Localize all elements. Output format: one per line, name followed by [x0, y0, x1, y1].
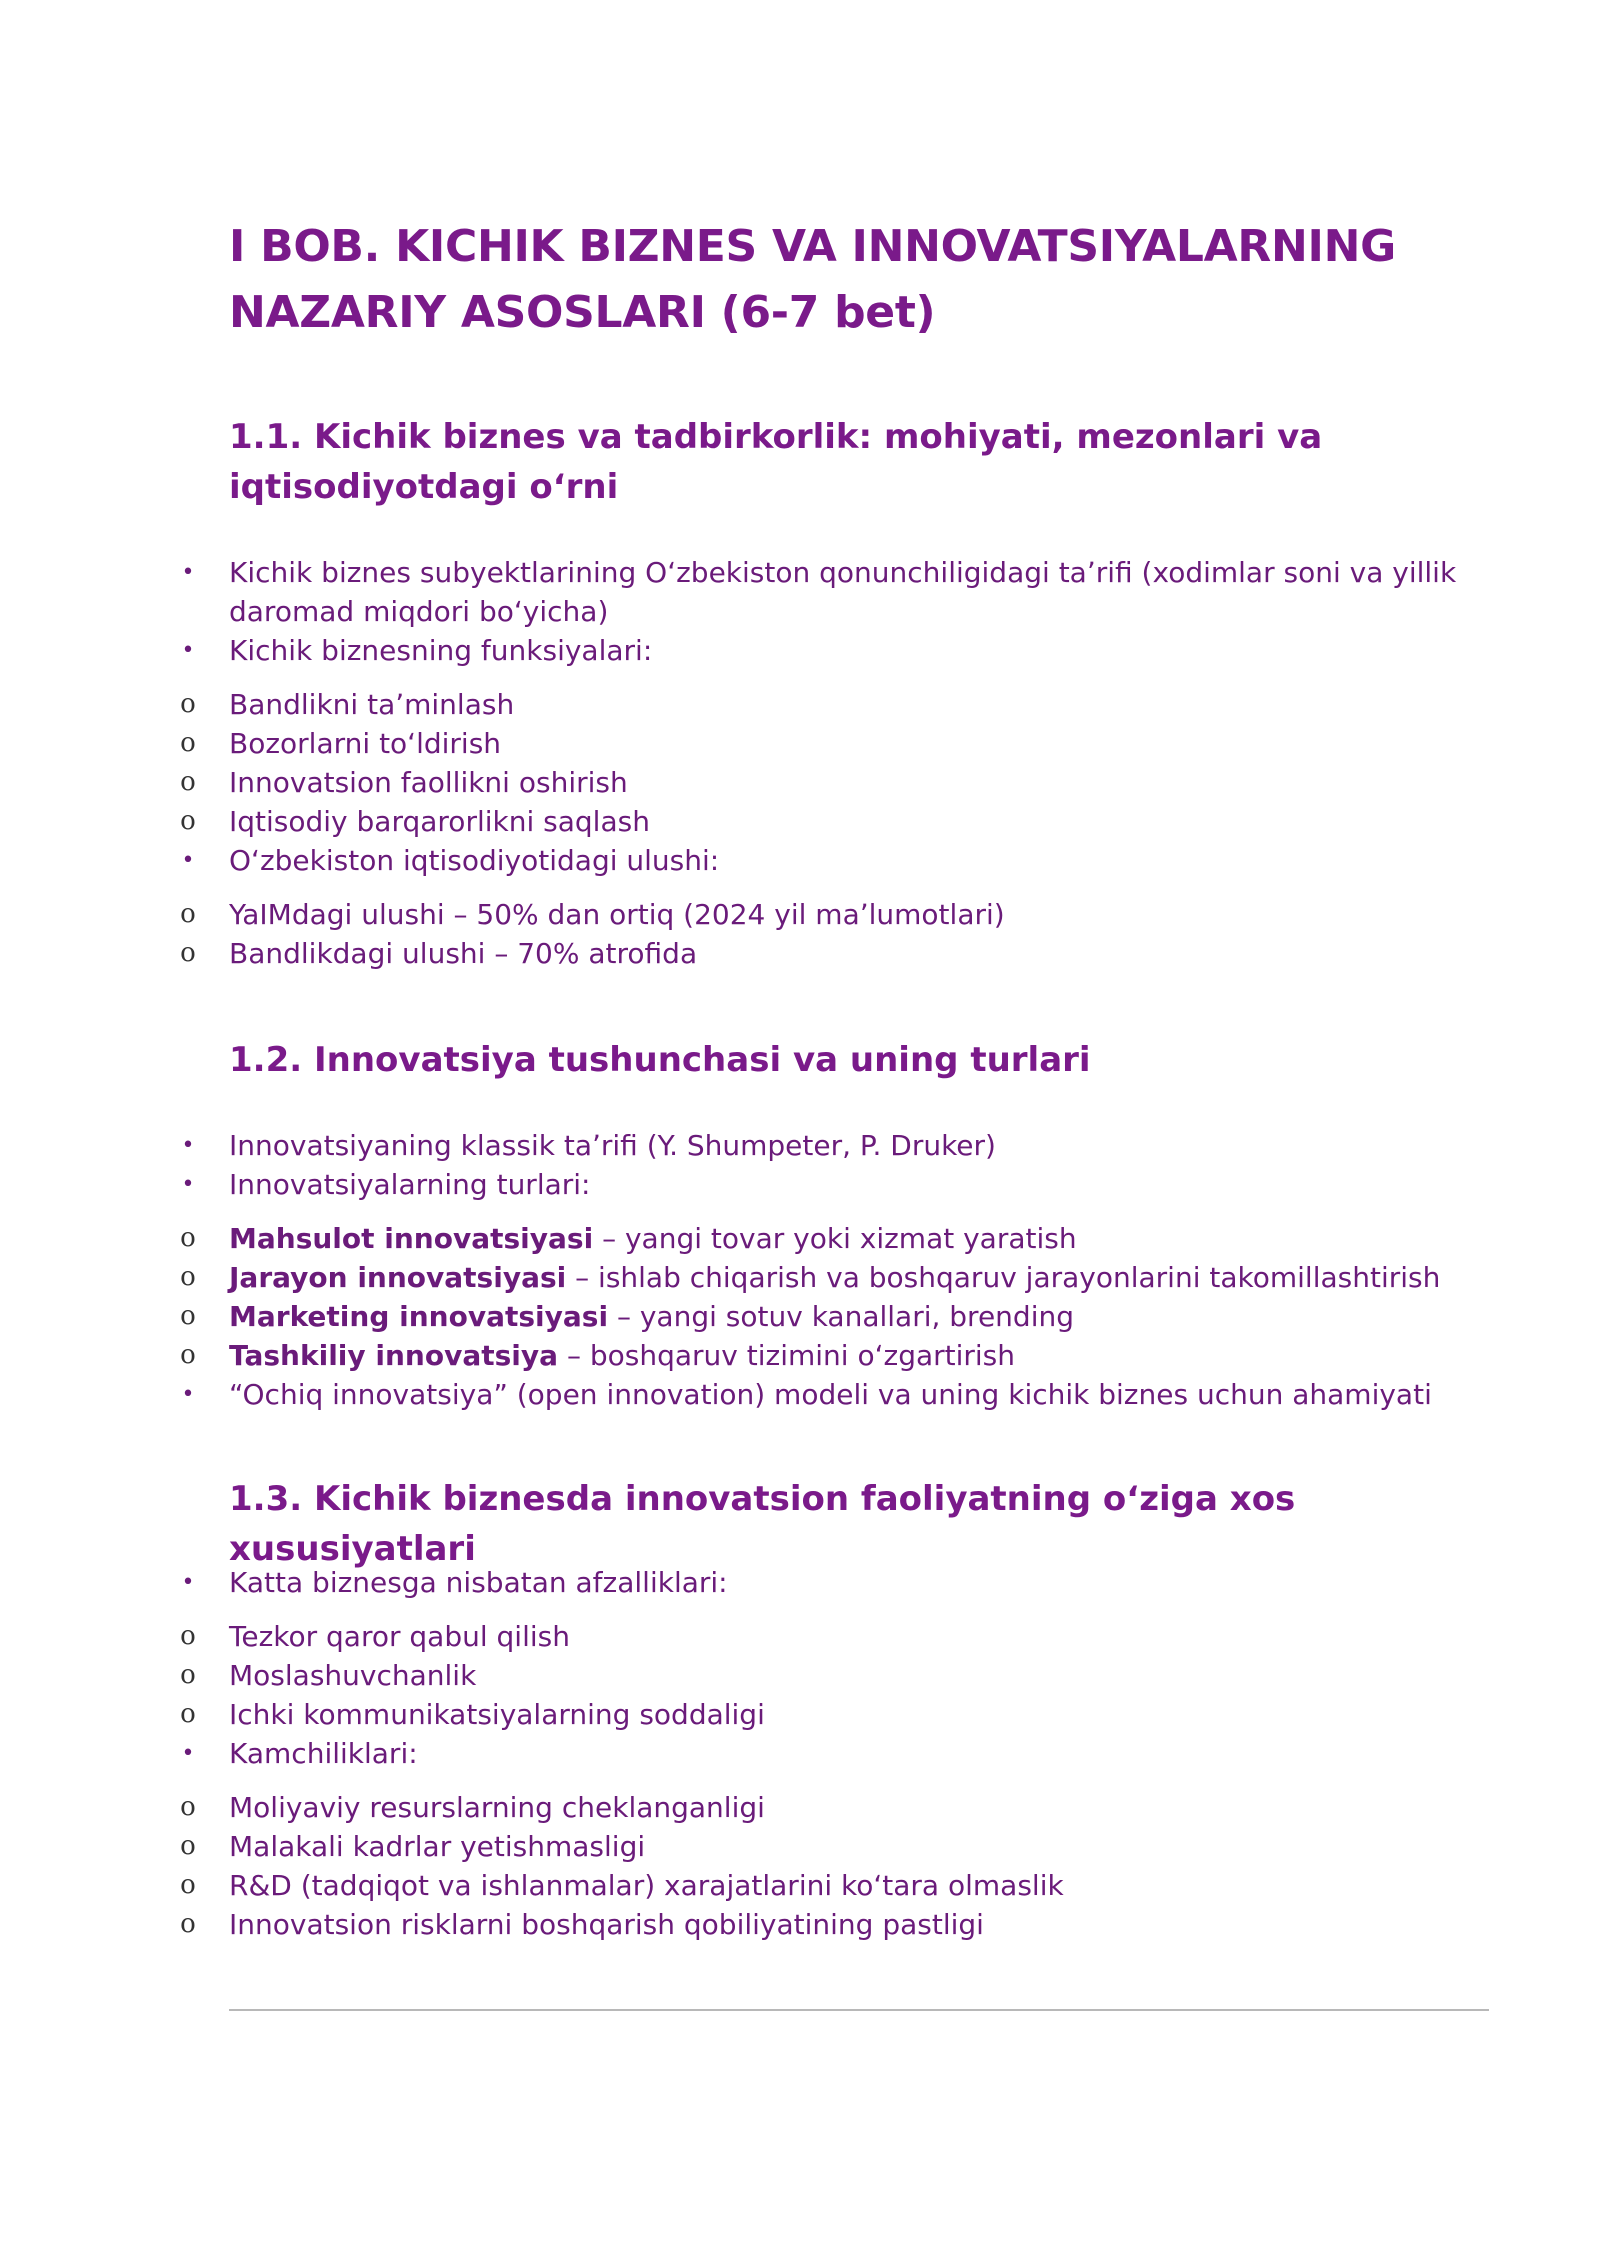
circle-marker: o — [180, 1340, 196, 1370]
bullet-marker: • — [181, 1570, 195, 1595]
list-item-text: Bozorlarni toʻldirish — [229, 727, 502, 760]
circle-marker: o — [180, 689, 196, 719]
innovation-type-desc: – boshqaruv tizimini oʻzgartirish — [558, 1339, 1016, 1372]
list-item-text: Moliyaviy resurslarning cheklanganligi — [229, 1791, 765, 1824]
list-item-text: YaIMdagi ulushi – 50% dan ortiq (2024 yil maʼlumotlari) — [229, 898, 1005, 931]
sub-list-item — [0, 1695, 1600, 1734]
list-item-text: Kichik biznesning funksiyalari: — [229, 634, 653, 667]
sub-list-item — [0, 685, 1600, 724]
innovation-type-desc: – ishlab chiqarish va boshqaruv jarayonlarini takomillashtirish — [566, 1261, 1441, 1294]
circle-marker: o — [180, 899, 196, 929]
circle-marker: o — [180, 806, 196, 836]
sub-list-item — [0, 1617, 1600, 1656]
sub-list-item — [0, 1656, 1600, 1695]
chapter-title-line-1: I BOB. KICHIK BIZNES VA INNOVATSIYALARNING — [229, 221, 1396, 272]
bullet-marker: • — [181, 638, 195, 663]
list-item-text: Kamchiliklari: — [229, 1737, 418, 1770]
innovation-type-desc: – yangi tovar yoki xizmat yaratish — [593, 1222, 1077, 1255]
circle-marker: o — [180, 1621, 196, 1651]
circle-marker: o — [180, 1660, 196, 1690]
circle-marker: o — [180, 1699, 196, 1729]
sub-list-item — [0, 895, 1600, 934]
circle-marker: o — [180, 728, 196, 758]
list-item-text: Tezkor qaror qabul qilish — [229, 1620, 570, 1653]
bullet-marker: • — [181, 1172, 195, 1197]
circle-marker: o — [180, 1831, 196, 1861]
chapter-title-line-2: NAZARIY ASOSLARI (6-7 bet) — [229, 287, 936, 338]
sub-list-item — [0, 1297, 1600, 1336]
list-item-text: R&D (tadqiqot va ishlanmalar) xarajatlarini koʻtara olmaslik — [229, 1869, 1064, 1902]
list-item-text: Innovatsiyalarning turlari: — [229, 1168, 591, 1201]
bullet-marker: • — [181, 1382, 195, 1407]
circle-marker: o — [180, 1909, 196, 1939]
list-item — [0, 1375, 1600, 1414]
section-1-1-heading-line-2: iqtisodiyotdagi oʻrni — [229, 467, 619, 507]
list-item-text: Iqtisodiy barqarorlikni saqlash — [229, 805, 650, 838]
list-item — [0, 841, 1600, 880]
section-1-1-heading — [229, 412, 1529, 512]
sub-list-item — [0, 1866, 1600, 1905]
section-1-3-heading: 1.3. Kichik biznesda innovatsion faoliyatning oʻziga xos xususiyatlari — [229, 1479, 1296, 1569]
list-item-text: “Ochiq innovatsiya” (open innovation) modeli va uning kichik biznes uchun ahamiyati — [229, 1378, 1432, 1411]
sub-list-item — [0, 1336, 1600, 1375]
sub-list-item — [0, 724, 1600, 763]
circle-marker: o — [180, 1870, 196, 1900]
section-1-3-list — [0, 1563, 1600, 1944]
list-item — [0, 1126, 1600, 1165]
chapter-title — [229, 214, 1529, 346]
sub-list-item — [0, 763, 1600, 802]
list-item-text: Moslashuvchanlik — [229, 1659, 477, 1692]
sub-list-item — [0, 1788, 1600, 1827]
section-1-2-heading: 1.2. Innovatsiya tushunchasi va uning turlari — [229, 1040, 1091, 1080]
innovation-type-term: Jarayon innovatsiyasi — [229, 1261, 567, 1294]
bullet-marker: • — [181, 848, 195, 873]
list-item — [0, 1734, 1600, 1773]
sub-list-item — [0, 802, 1600, 841]
list-item — [0, 631, 1600, 670]
section-1-2-list — [0, 1126, 1600, 1414]
circle-marker: o — [180, 1223, 196, 1253]
circle-marker: o — [180, 767, 196, 797]
sub-list-item — [0, 1258, 1600, 1297]
sub-list-item — [0, 1905, 1600, 1944]
innovation-type-term: Mahsulot innovatsiyasi — [229, 1222, 594, 1255]
list-item-text: Innovatsion faollikni oshirish — [229, 766, 628, 799]
list-item-text: Kichik biznes subyektlarining Oʻzbekiston qonunchiligidagi taʼrifi (xodimlar soni va yillik daromad miqdori boʻyicha) — [229, 556, 1457, 628]
innovation-type-desc: – yangi sotuv kanallari, brending — [608, 1300, 1074, 1333]
section-1-1-heading-line-1: 1.1. Kichik biznes va tadbirkorlik: mohiyati, mezonlari va — [229, 417, 1323, 457]
sub-list-item — [0, 1827, 1600, 1866]
circle-marker: o — [180, 1262, 196, 1292]
section-1-1-list — [0, 553, 1600, 973]
circle-marker: o — [180, 938, 196, 968]
bullet-marker: • — [181, 1741, 195, 1766]
list-item-text: Ichki kommunikatsiyalarning soddaligi — [229, 1698, 765, 1731]
list-item-text: Bandlikdagi ulushi – 70% atrofida — [229, 937, 698, 970]
list-item-text: Oʻzbekiston iqtisodiyotidagi ulushi: — [229, 844, 720, 877]
bullet-marker: • — [181, 560, 195, 585]
sub-list-item — [0, 934, 1600, 973]
horizontal-rule — [229, 2009, 1489, 2011]
innovation-type-term: Marketing innovatsiyasi — [229, 1300, 609, 1333]
list-item — [0, 1563, 1600, 1602]
list-item-text: Bandlikni taʼminlash — [229, 688, 515, 721]
list-item-text: Katta biznesga nisbatan afzalliklari: — [229, 1566, 728, 1599]
innovation-type-term: Tashkiliy innovatsiya — [229, 1339, 559, 1372]
circle-marker: o — [180, 1792, 196, 1822]
list-item — [0, 553, 1600, 631]
circle-marker: o — [180, 1301, 196, 1331]
list-item-text: Malakali kadrlar yetishmasligi — [229, 1830, 646, 1863]
list-item-text: Innovatsion risklarni boshqarish qobiliyatining pastligi — [229, 1908, 984, 1941]
list-item — [0, 1165, 1600, 1204]
bullet-marker: • — [181, 1133, 195, 1158]
sub-list-item — [0, 1219, 1600, 1258]
list-item-text: Innovatsiyaning klassik taʼrifi (Y. Shumpeter, P. Druker) — [229, 1129, 996, 1162]
